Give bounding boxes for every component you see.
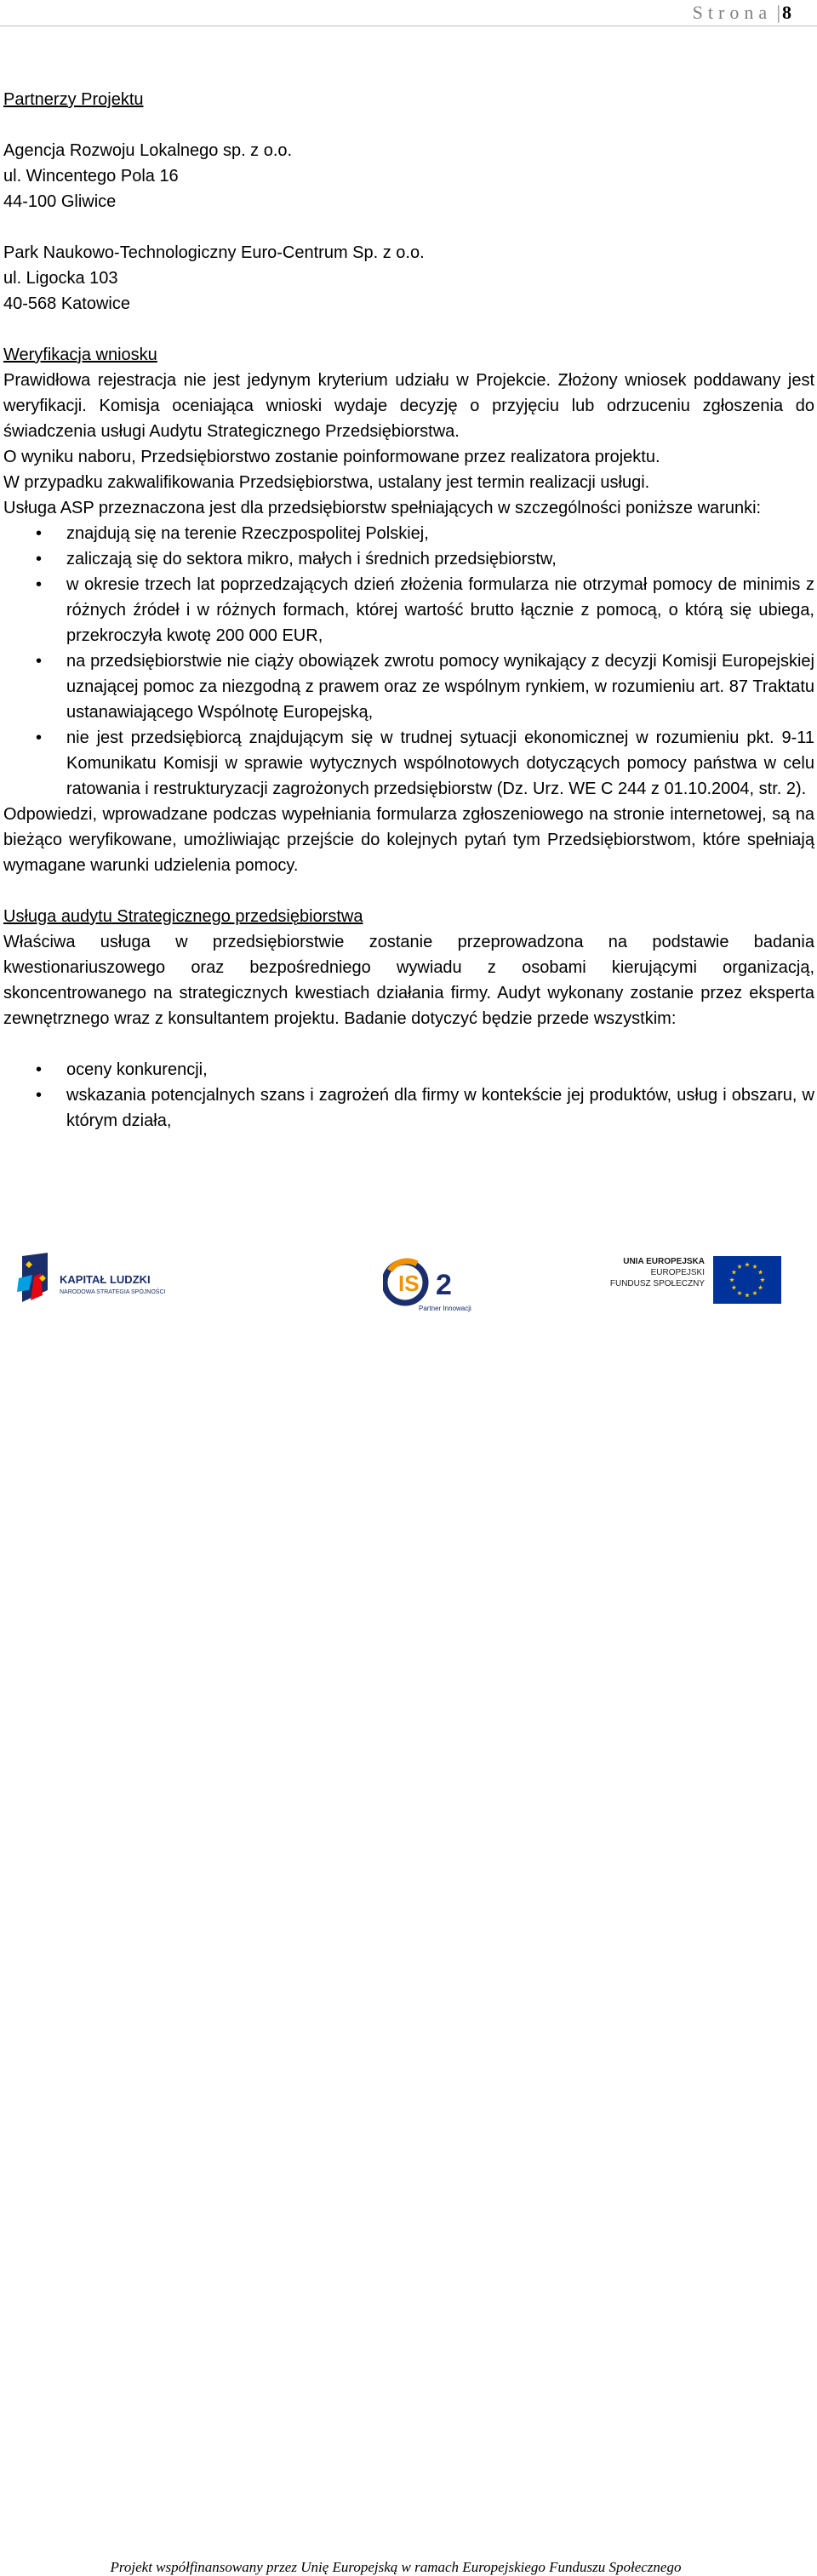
audit-paragraph-1: Właściwa usługa w przedsiębiorstwie zostanie przeprowadzona na podstawie badania kwestionariuszowego oraz bezpośredniego wywiadu z osobami kierującymi organizacją, skoncentrowanego na strategicznych kwestiach działania firmy. Audyt wykonany zostanie przez eksperta zewnętrznego wraz z konsultantem projektu. Badanie dotyczyć będzie przede wszystkim: [3,933,814,1028]
footer-cofinancing-note: Projekt współfinansowany przez Unię Europejską w ramach Europejskiego Funduszu Społecznego [110,2559,682,2575]
partner2-name: Park Naukowo-Technologiczny Euro-Centrum Sp. z o.o. [3,243,425,262]
conditions-list [3,521,814,802]
partner1-city: 44-100 Gliwice [3,192,117,211]
document-body [3,87,814,1134]
partner1-name: Agencja Rozwoju Lokalnego sp. z o.o. [3,141,293,160]
kapital-ludzki-subtitle: NARODOWA STRATEGIA SPÓJNOŚCI [60,1289,166,1295]
verification-paragraph-3: W przypadku zakwalifikowania Przedsiębiorstwa, ustalany jest termin realizacji usługi. [3,473,650,492]
ris2-logo [383,1257,477,1321]
kapital-ludzki-logo [17,1253,204,1312]
list-item: • wskazania potencjalnych szans i zagrożeń dla firmy w kontekście jej produktów, usług i obszaru, w którym działa, [3,1082,814,1134]
page-separator: | [776,2,780,23]
page-header [0,0,817,26]
list-item: • zaliczają się do sektora mikro, małych i średnich przedsiębiorstw, [3,546,814,572]
eu-logo [611,1256,781,1312]
partners-heading: Partnerzy Projektu [3,90,144,109]
verification-paragraph-5: Odpowiedzi, wprowadzane podczas wypełniania formularza zgłoszeniowego na stronie internetowej, są na bieżąco weryfikowane, umożliwiając przejście do kolejnych pytań tym Przedsiębiorstwom, które spełniają wymagane warunki udzielenia pomocy. [3,805,814,875]
audit-items-list [3,1057,814,1134]
footer-logos [0,1244,817,2575]
eu-line-1: UNIA EUROPEJSKA [623,1257,705,1266]
eu-flag-icon [713,1256,781,1304]
page-word: Strona [692,2,773,23]
verification-paragraph-4: Usługa ASP przeznaczona jest dla przedsiębiorstw spełniających w szczególności poniższe warunki: [3,499,762,517]
partner1-street: ul. Wincentego Pola 16 [3,167,179,186]
kapital-ludzki-emblem-icon [17,1253,58,1305]
verification-paragraph [3,368,814,444]
eu-line-2: EUROPEJSKI [650,1268,705,1277]
verification-paragraph-1b: Komisja oceniająca wnioski wydaje decyzję o przyjęciu lub odrzuceniu zgłoszenia do świadczenia usługi Audytu Strategicznego Przedsiębiorstwa. [3,397,814,441]
eu-line-3: FUNDUSZ SPOŁECZNY [609,1279,705,1288]
kapital-ludzki-title: KAPITAŁ LUDZKI [60,1273,151,1286]
list-item: • oceny konkurencji, [3,1057,814,1082]
partner2-city: 40-568 Katowice [3,294,130,313]
eu-text [610,1256,705,1289]
verification-heading: Weryfikacja wniosku [3,346,157,364]
audit-heading: Usługa audytu Strategicznego przedsiębiorstwa [3,907,363,926]
svg-text:2: 2 [436,1269,452,1301]
list-item: • nie jest przedsiębiorcą znajdującym się w trudnej sytuacji ekonomicznej w rozumieniu pkt. 9-11 Komunikatu Komisji w sprawie wytycznych wspólnotowych dotyczących pomocy państwa w celu ratowania i restrukturyzacji zagrożonych przedsiębiorstw (Dz. Urz. WE C 244 z 01.10.2004, str. 2). [3,725,814,802]
list-item: • na przedsiębiorstwie nie ciąży obowiązek zwrotu pomocy wynikający z decyzji Komisji Europejskiej uznającej pomoc za niezgodną z prawem oraz ze wspólnym rynkiem, w rozumieniu art. 87 Traktatu ustanawiającego Wspólnotę Europejską, [3,648,814,725]
verification-paragraph-2: O wyniku naboru, Przedsiębiorstwo zostanie poinformowane przez realizatora projektu. [3,448,660,466]
page-number-label [693,2,791,24]
list-item: • znajdują się na terenie Rzeczpospolitej Polskiej, [3,521,814,546]
partner2-street: ul. Ligocka 103 [3,269,118,288]
verification-paragraph-1: Prawidłowa rejestracja nie jest jedynym kryterium udziału w Projekcie. Złożony wniosek poddawany jest weryfikacji. [3,371,814,415]
ris2-subtitle: Partner Innowacji [419,1305,471,1312]
ris2-emblem-icon [383,1257,471,1306]
list-item: • w okresie trzech lat poprzedzających dzień złożenia formularza nie otrzymał pomocy de minimis z różnych źródeł i w różnych formach, której wartość brutto łącznie z pomocą, o którą się ubiega, przekroczyła kwotę 200 000 EUR, [3,572,814,648]
page-number: 8 [782,2,791,23]
svg-text:IS: IS [398,1271,420,1296]
